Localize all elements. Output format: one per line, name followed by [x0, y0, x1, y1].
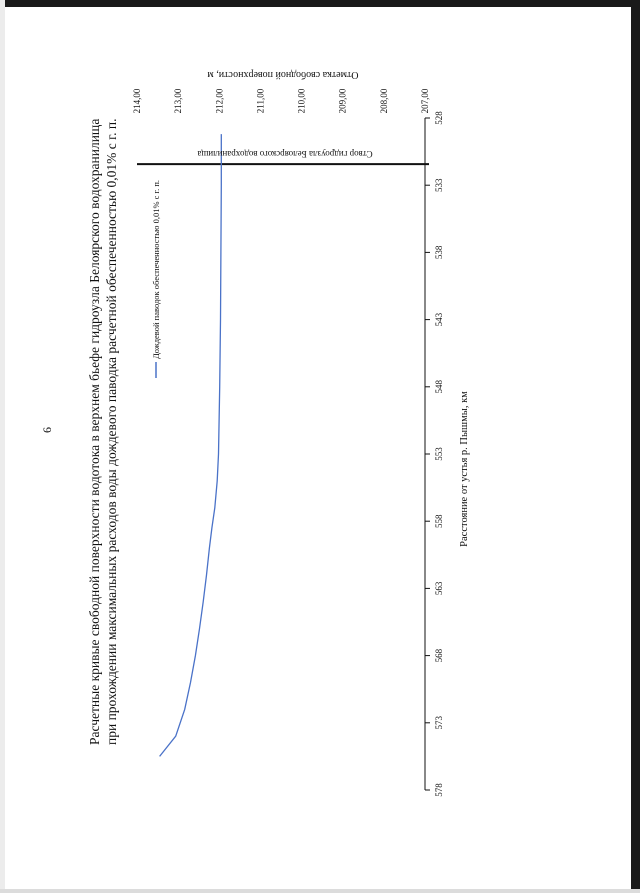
x-axis-title: Расстояние от устья р. Пышмы, км: [459, 391, 470, 547]
chart-title-line-2: при прохождении максимальных расходов воды дождевого паводка расчетной обеспеченностью 0,01% с г. п.: [104, 118, 119, 745]
y-tick-label: 209,00: [337, 88, 348, 114]
x-tick-label: 553: [434, 447, 444, 461]
legend-label: Дождевой паводок обеспеченностью 0,01% с г. п.: [151, 179, 161, 359]
y-tick-label: 208,00: [378, 88, 389, 114]
x-tick-label: 543: [434, 312, 444, 327]
x-tick-label: 568: [434, 648, 444, 663]
chart-title-line-1: Расчетные кривые свободной поверхности водотока в верхнем бьефе гидроузла Белоярского водохранилища: [87, 118, 102, 745]
x-tick-label: 538: [434, 245, 444, 260]
x-tick-label: 528: [434, 111, 444, 125]
x-tick-label: 558: [434, 514, 444, 528]
dam-section-label: Створ гидроузла Белоярского водохранилища: [197, 149, 373, 160]
x-tick-label: 573: [434, 716, 444, 730]
y-axis-title: Отметка свободной поверхности, м: [207, 69, 359, 80]
y-tick-label: 210,00: [296, 88, 307, 114]
y-tick-label: 213,00: [173, 88, 184, 114]
y-tick-label: 212,00: [214, 88, 225, 114]
y-tick-label: 207,00: [420, 88, 430, 114]
page-number: 6: [40, 427, 54, 433]
x-tick-label: 578: [434, 783, 444, 797]
y-tick-label: 211,00: [255, 88, 266, 114]
series-line: [160, 134, 222, 756]
y-tick-label: 214,00: [132, 88, 142, 114]
x-tick-label: 548: [434, 380, 444, 394]
x-tick-label: 533: [434, 178, 444, 192]
x-tick-label: 563: [434, 581, 444, 596]
